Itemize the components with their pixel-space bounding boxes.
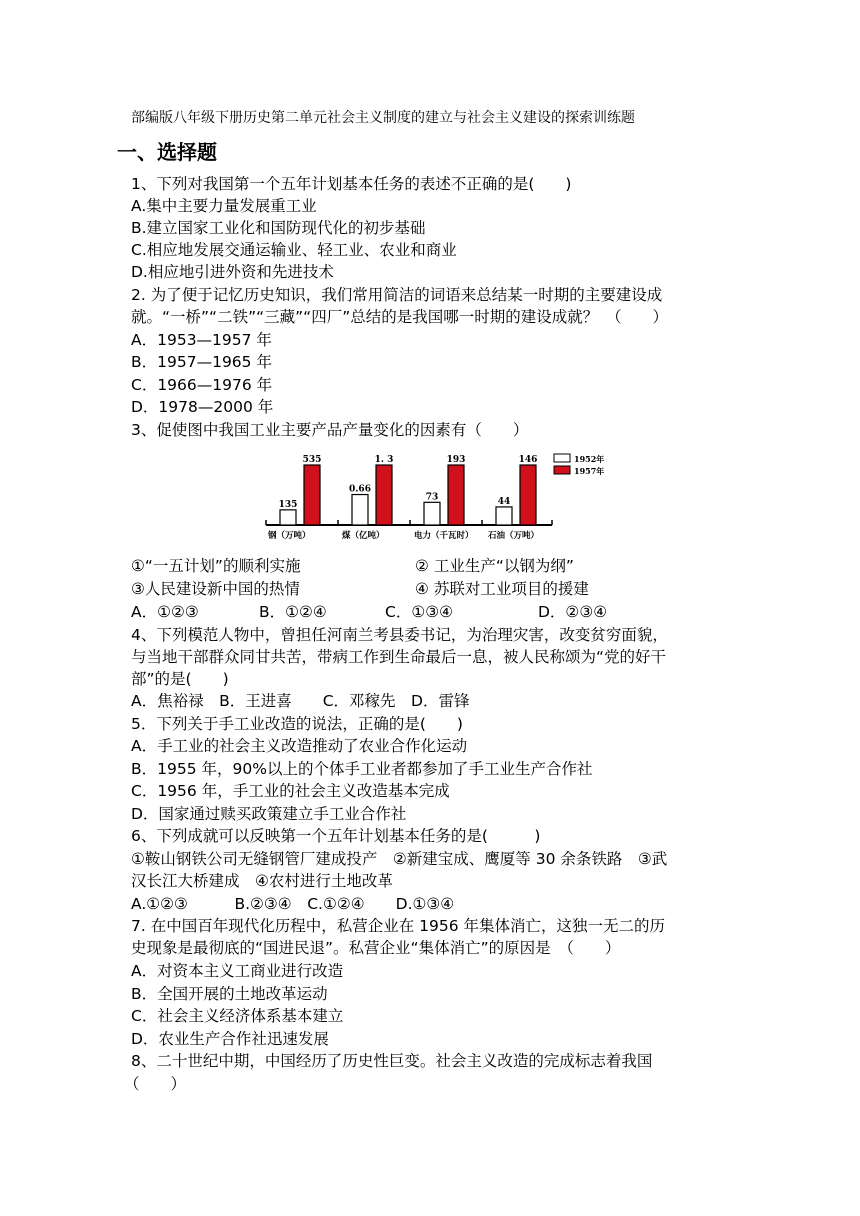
question-3-option-b: B．①②④ bbox=[259, 603, 327, 621]
question-4-options: A．焦裕禄 B．王进喜 C．邓稼先 D．雷锋 bbox=[131, 692, 470, 710]
question-3-option-d: D．②③④ bbox=[538, 603, 608, 621]
question-7-option-c: C．社会主义经济体系基本建立 bbox=[131, 1007, 344, 1025]
question-6-options: A.①②③ B.②③④ C.①②④ D.①③④ bbox=[131, 895, 455, 913]
question-2-option-d: D．1978—2000 年 bbox=[131, 398, 274, 416]
bar-label-0-series-1: 535 bbox=[302, 455, 322, 465]
question-3-factor-3: ③人民建设新中国的热情 bbox=[131, 580, 300, 598]
legend-swatch-1 bbox=[554, 466, 570, 474]
question-6-stem: 6、下列成就可以反映第一个五年计划基本任务的是( ) bbox=[131, 827, 541, 845]
bar-3-series-0 bbox=[496, 507, 512, 525]
category-label-1: 煤（亿吨） bbox=[342, 531, 385, 541]
question-1-stem: 1、下列对我国第一个五年计划基本任务的表述不正确的是( ) bbox=[131, 175, 572, 193]
question-5-stem: 5．下列关于手工业改造的说法，正确的是( ) bbox=[131, 715, 463, 733]
question-2-stem-line2: 就。“一桥”“二铁”“三藏”“四厂”总结的是我国哪一时期的建设成就？ （ ） bbox=[131, 308, 668, 326]
question-7-option-b: B．全国开展的土地改革运动 bbox=[131, 985, 328, 1003]
question-2-option-a: A．1953—1957 年 bbox=[131, 331, 272, 349]
bar-2-series-0 bbox=[424, 502, 440, 525]
bar-chart-svg bbox=[262, 451, 622, 543]
section-heading: 一、选择题 bbox=[117, 140, 217, 164]
bar-label-2-series-1: 193 bbox=[446, 455, 466, 465]
question-2-option-c: C．1966—1976 年 bbox=[131, 376, 273, 394]
question-5-option-d: D．国家通过赎买政策建立手工业合作社 bbox=[131, 805, 407, 823]
question-1-option-a: A.集中主要力量发展重工业 bbox=[131, 197, 317, 215]
question-6-line1: ①鞍山钢铁公司无缝钢管厂建成投产 ②新建宝成、鹰厦等 30 余条铁路 ③武 bbox=[131, 850, 668, 868]
question-3-factor-1: ①“一五计划”的顺利实施 bbox=[131, 557, 301, 575]
legend-label-1: 1957年 bbox=[574, 466, 605, 476]
category-label-3: 石油（万吨） bbox=[488, 531, 540, 541]
question-1-option-d: D.相应地引进外资和先进技术 bbox=[131, 263, 334, 281]
legend-swatch-0 bbox=[554, 454, 570, 462]
question-5-option-a: A．手工业的社会主义改造推动了农业合作化运动 bbox=[131, 737, 468, 755]
bar-label-1-series-0: 0.66 bbox=[349, 484, 371, 495]
bar-label-1-series-1: 1. 3 bbox=[374, 455, 394, 465]
bar-label-2-series-0: 73 bbox=[425, 492, 439, 503]
bar-label-3-series-0: 44 bbox=[497, 496, 511, 507]
question-5-option-c: C．1956 年，手工业的社会主义改造基本完成 bbox=[131, 782, 450, 800]
question-7-option-a: A．对资本主义工商业进行改造 bbox=[131, 962, 344, 980]
question-4-stem-line1: 4、下列模范人物中，曾担任河南兰考县委书记，为治理灾害，改变贫穷面貌， bbox=[131, 626, 668, 644]
bar-label-0-series-0: 135 bbox=[278, 499, 298, 510]
industrial-output-chart bbox=[262, 451, 622, 543]
bar-0-series-0 bbox=[280, 510, 296, 525]
question-2-stem-line1: 2. 为了便于记忆历史知识，我们常用简洁的词语来总结某一时期的主要建设成 bbox=[131, 286, 663, 304]
question-8-stem-line2: （ ） bbox=[124, 1075, 187, 1093]
question-5-option-b: B．1955 年，90%以上的个体手工业者都参加了手工业生产合作社 bbox=[131, 760, 593, 778]
question-3-option-a: A．①②③ bbox=[131, 603, 199, 621]
question-8-stem-line1: 8、二十世纪中期，中国经历了历史性巨变。社会主义改造的完成标志着我国 bbox=[131, 1052, 653, 1070]
question-3-option-c: C．①③④ bbox=[385, 603, 454, 621]
category-label-2: 电力（千瓦时） bbox=[414, 531, 474, 541]
question-6-line2: 汉长江大桥建成 ④农村进行土地改革 bbox=[131, 872, 393, 890]
question-2-option-b: B．1957—1965 年 bbox=[131, 353, 272, 371]
question-4-stem-line3: 部”的是( ) bbox=[131, 670, 229, 688]
bar-label-3-series-1: 146 bbox=[518, 455, 538, 465]
category-label-0: 钢（万吨） bbox=[268, 531, 311, 541]
bar-2-series-1 bbox=[448, 465, 464, 525]
question-4-stem-line2: 与当地干部群众同甘共苦，带病工作到生命最后一息，被人民称颂为“党的好干 bbox=[131, 648, 667, 666]
question-7-stem-line2: 史现象是最彻底的“国进民退”。私营企业“集体消亡”的原因是 （ ） bbox=[131, 939, 621, 957]
bar-1-series-0 bbox=[352, 495, 368, 525]
question-7-stem-line1: 7. 在中国百年现代化历程中，私营企业在 1956 年集体消亡，这独一无二的历 bbox=[131, 917, 666, 935]
bar-3-series-1 bbox=[520, 465, 536, 525]
bar-1-series-1 bbox=[376, 465, 392, 525]
question-1-option-b: B.建立国家工业化和国防现代化的初步基础 bbox=[131, 219, 426, 237]
question-1-option-c: C.相应地发展交通运输业、轻工业、农业和商业 bbox=[131, 241, 457, 259]
bar-0-series-1 bbox=[304, 465, 320, 525]
question-3-factor-2: ② 工业生产“以钢为纲” bbox=[415, 557, 574, 575]
question-3-factor-4: ④ 苏联对工业项目的援建 bbox=[415, 580, 589, 598]
question-3-stem: 3、促使图中我国工业主要产品产量变化的因素有（ ） bbox=[131, 421, 529, 439]
question-7-option-d: D．农业生产合作社迅速发展 bbox=[131, 1030, 329, 1048]
document-title: 部编版八年级下册历史第二单元社会主义制度的建立与社会主义建设的探索训练题 bbox=[131, 110, 635, 126]
legend-label-0: 1952年 bbox=[574, 454, 605, 464]
